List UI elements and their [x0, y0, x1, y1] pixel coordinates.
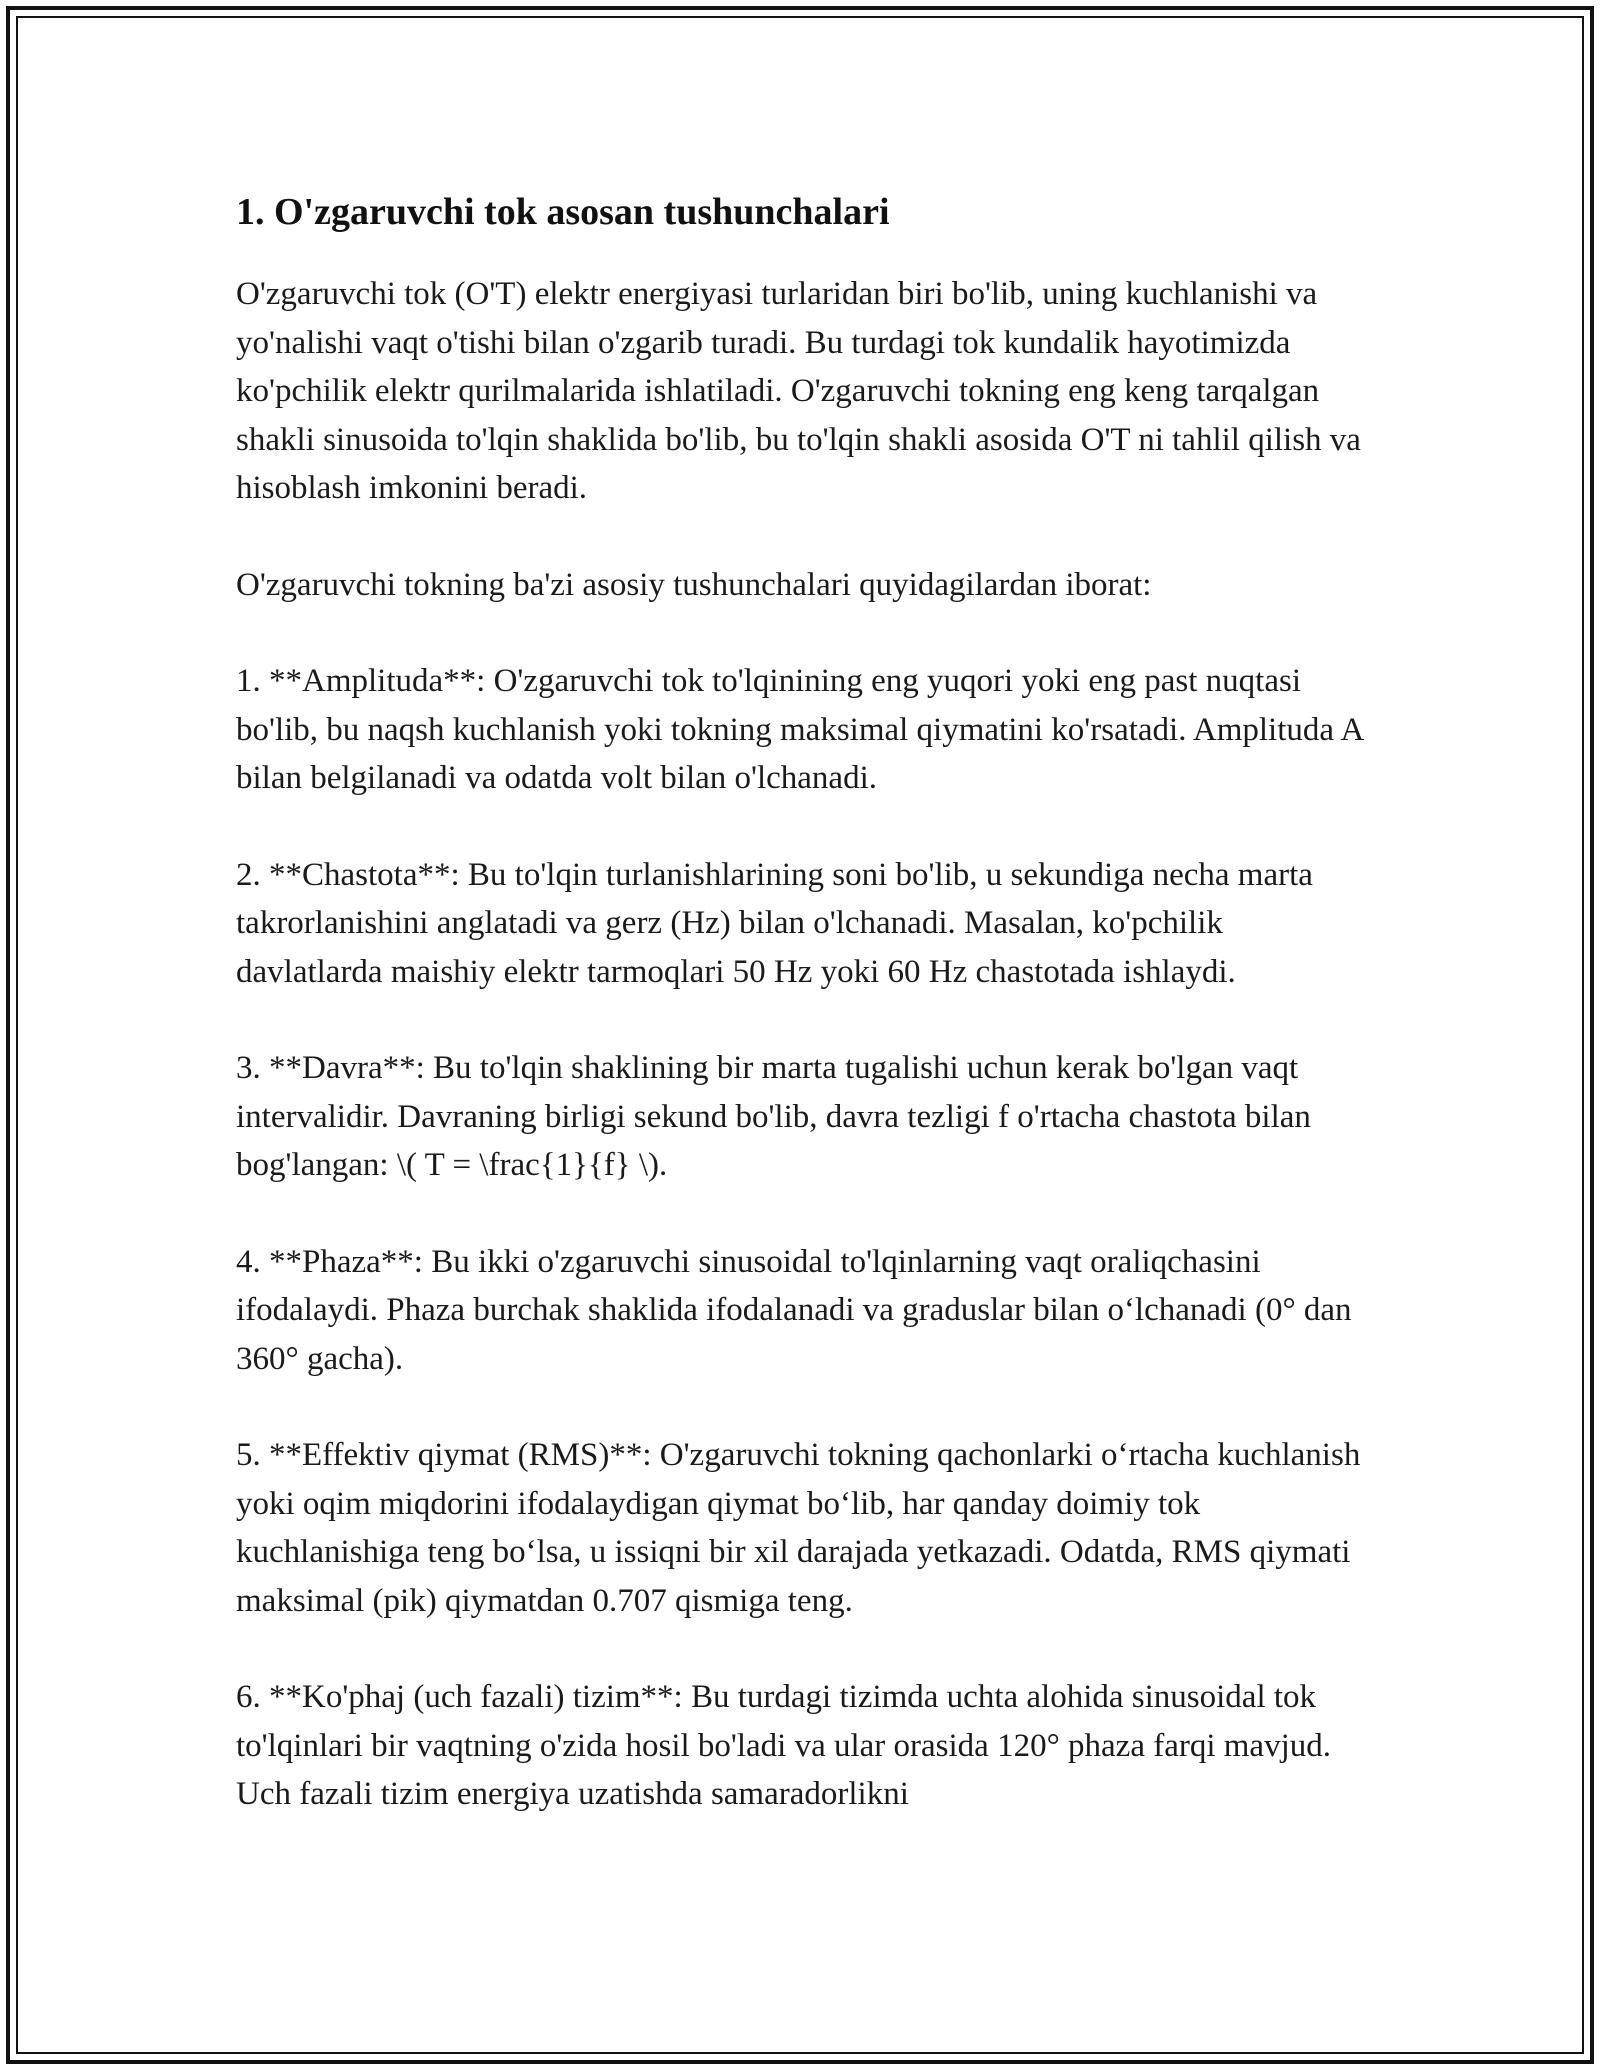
list-item-amplituda: 1. **Amplituda**: O'zgaruvchi tok to'lqinining eng yuqori yoki eng past nuqtasi bo'lib, bu naqsh kuchlanish yoki tokning maksimal qiymatini ko'rsatadi. Amplituda A bilan belgilanadi va odatda volt bilan o'lchanadi. — [236, 663, 1363, 796]
list-item-davra: 3. **Davra**: Bu to'lqin shaklining bir marta tugalishi uchun kerak bo'lgan vaqt intervalidir. Davraning birligi sekund bo'lib, davra tezligi f o'rtacha chastota bilan bog'langan: \( T = \frac{1}{f} \). — [236, 1050, 1311, 1183]
list-item-phaza: 4. **Phaza**: Bu ikki o'zgaruvchi sinusoidal to'lqinlarning vaqt oraliqchasini ifodalaydi. Phaza burchak shaklida ifodalanadi va graduslar bilan o‘lchanadi (0° dan 360° gacha). — [236, 1243, 1352, 1377]
document-title: 1. O'zgaruvchi tok asosan tushunchalari — [236, 191, 890, 233]
list-item-chastota: 2. **Chastota**: Bu to'lqin turlanishlarining soni bo'lib, u sekundiga necha marta takrorlanishini anglatadi va gerz (Hz) bilan o'lchanadi. Masalan, ko'pchilik davlatlarda maishiy elektr tarmoqlari 50 Hz yoki 60 Hz chastotada ishlaydi. — [236, 856, 1313, 990]
list-item-kophaj-tizim: 6. **Ko'phaj (uch fazali) tizim**: Bu turdagi tizimda uchta alohida sinusoidal tok to'lqinlari bir vaqtning o'zida hosil bo'ladi va ular orasida 120° phaza farqi mavjud. Uch fazali tizim energiya uzatishda samaradorlikni — [236, 1679, 1331, 1812]
list-lead-paragraph: O'zgaruvchi tokning ba'zi asosiy tushunchalari quyidagilardan iborat: — [236, 566, 1152, 603]
list-item-effektiv-qiymat: 5. **Effektiv qiymat (RMS)**: O'zgaruvchi tokning qachonlarki o‘rtacha kuchlanish yoki oqim miqdorini ifodalaydigan qiymat bo‘lib, har qanday doimiy tok kuchlanishiga teng bo‘lsa, u issiqni bir xil darajada yetkazadi. Odatda, RMS qiymati maksimal (pik) qiymatdan 0.707 qismiga teng. — [236, 1437, 1361, 1619]
intro-paragraph: O'zgaruvchi tok (O'T) elektr energiyasi turlaridan biri bo'lib, uning kuchlanishi va yo'nalishi vaqt o'tishi bilan o'zgarib turadi. Bu turdagi tok kundalik hayotimizda ko'pchilik elektr qurilmalarida ishlatiladi. O'zgaruvchi tokning eng keng tarqalgan shakli sinusoida to'lqin shaklida bo'lib, bu to'lqin shakli asosida O'T ni tahlil qilish va hisoblash imkonini beradi. — [236, 276, 1361, 506]
document-page — [236, 188, 1376, 1819]
